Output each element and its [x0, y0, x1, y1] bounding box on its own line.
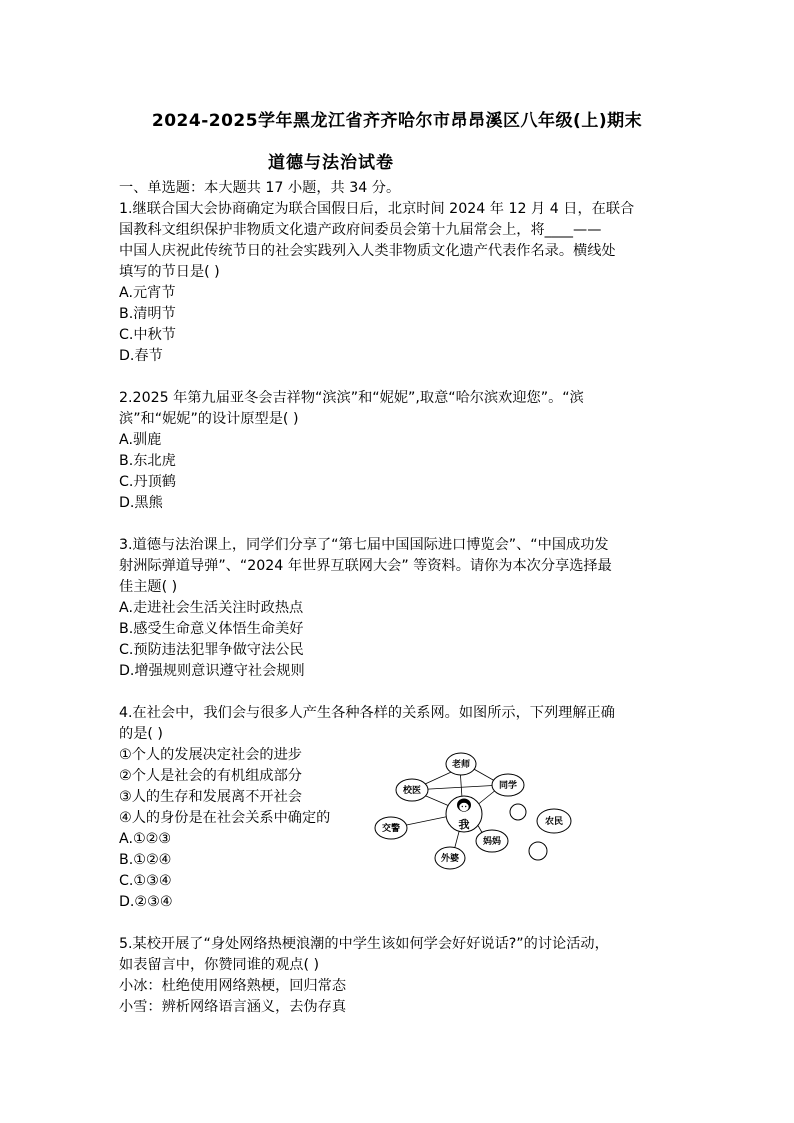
option-b: B.清明节 — [119, 306, 176, 322]
question-stem-line: 中国人庆祝此传统节日的社会实践列入人类非物质文化遗产代表作名录。横线处 — [119, 243, 616, 259]
option-b: B.①②④ — [119, 852, 172, 868]
question-stem-line: 佳主题( ) — [119, 579, 178, 595]
label-school-doctor: 校医 — [402, 786, 422, 796]
question-stem-line: 填写的节日是( ) — [119, 264, 220, 280]
option-d: D.②③④ — [119, 894, 173, 910]
option-a: A.驯鹿 — [119, 432, 162, 448]
exam-content — [119, 178, 679, 1018]
option-d: D.黑熊 — [119, 495, 163, 511]
option-a: A.①②③ — [119, 831, 172, 847]
label-grandmother: 外婆 — [440, 854, 460, 864]
label-teacher: 老师 — [451, 760, 471, 770]
question-stem-line: 滨”和“妮妮”的设计原型是( ) — [119, 411, 299, 427]
opinion-xiaobing: 小冰：杜绝使用网络熟梗，回归常态 — [119, 978, 347, 994]
question-stem-line: 1.继联合国大会协商确定为联合国假日后，北京时间 2024 年 12 月 4 日，在联合 — [119, 201, 635, 217]
node-empty — [510, 804, 526, 820]
question-stem-line: 2.2025 年第九届亚冬会吉祥物“滨滨”和“妮妮”,取意“哈尔滨欢迎您”。“滨 — [119, 390, 584, 406]
question-5 — [119, 934, 679, 1018]
question-stem-line: 3.道德与法治课上，同学们分享了“第七届中国国际进口博览会”、“中国成功发 — [119, 537, 609, 553]
option-d: D.增强规则意识遵守社会规则 — [119, 663, 305, 679]
question-stem-line: 的是( ) — [119, 726, 163, 742]
question-stem-line: 5.某校开展了“身处网络热梗浪潮的中学生该如何学会好好说话?”的讨论活动， — [119, 936, 609, 952]
option-b: B.东北虎 — [119, 453, 176, 469]
statement-4: ④人的身份是在社会关系中确定的 — [119, 810, 331, 826]
option-a: A.走进社会生活关注时政热点 — [119, 600, 304, 616]
option-c: C.丹顶鹤 — [119, 474, 176, 490]
option-c: C.①③④ — [119, 873, 172, 889]
option-c: C.预防违法犯罪争做守法公民 — [119, 642, 304, 658]
statement-1: ①个人的发展决定社会的进步 — [119, 747, 302, 763]
question-stem-line: 射洲际弹道导弹”、“2024 年世界互联网大会” 等资料。请你为本次分享选择最 — [119, 558, 612, 574]
option-a: A.元宵节 — [119, 285, 176, 301]
label-traffic-police: 交警 — [381, 824, 401, 834]
option-c: C.中秋节 — [119, 327, 176, 343]
label-me: 我 — [458, 818, 470, 831]
label-mother: 妈妈 — [482, 837, 502, 847]
question-stem-line: 4.在社会中，我们会与很多人产生各种各样的关系网。如图所示，下列理解正确 — [119, 705, 615, 721]
question-stem-line: 如表留言中，你赞同谁的观点( ) — [119, 957, 320, 973]
question-2 — [119, 388, 679, 514]
option-d: D.春节 — [119, 348, 163, 364]
question-3 — [119, 535, 679, 682]
relationship-network-diagram — [372, 748, 582, 872]
label-classmate: 同学 — [498, 781, 518, 791]
statement-2: ②个人是社会的有机组成部分 — [119, 768, 302, 784]
face-icon — [457, 799, 471, 812]
option-b: B.感受生命意义体悟生命美好 — [119, 621, 304, 637]
statement-3: ③人的生存和发展离不开社会 — [119, 789, 302, 805]
question-1 — [119, 199, 679, 367]
section-heading: 一、单选题：本大题共 17 小题，共 34 分。 — [119, 180, 401, 196]
question-stem-line: 国教科文组织保护非物质文化遗产政府间委员会第十九届常会上，将____—— — [119, 222, 602, 238]
exam-subtitle: 道德与法治试卷 — [268, 153, 394, 173]
opinion-xiaoxue: 小雪：辨析网络语言涵义，去伪存真 — [119, 999, 347, 1015]
label-farmer: 农民 — [544, 817, 564, 827]
exam-title: 2024-2025学年黑龙江省齐齐哈尔市昂昂溪区八年级(上)期末 — [151, 111, 643, 131]
node-empty — [529, 842, 547, 860]
